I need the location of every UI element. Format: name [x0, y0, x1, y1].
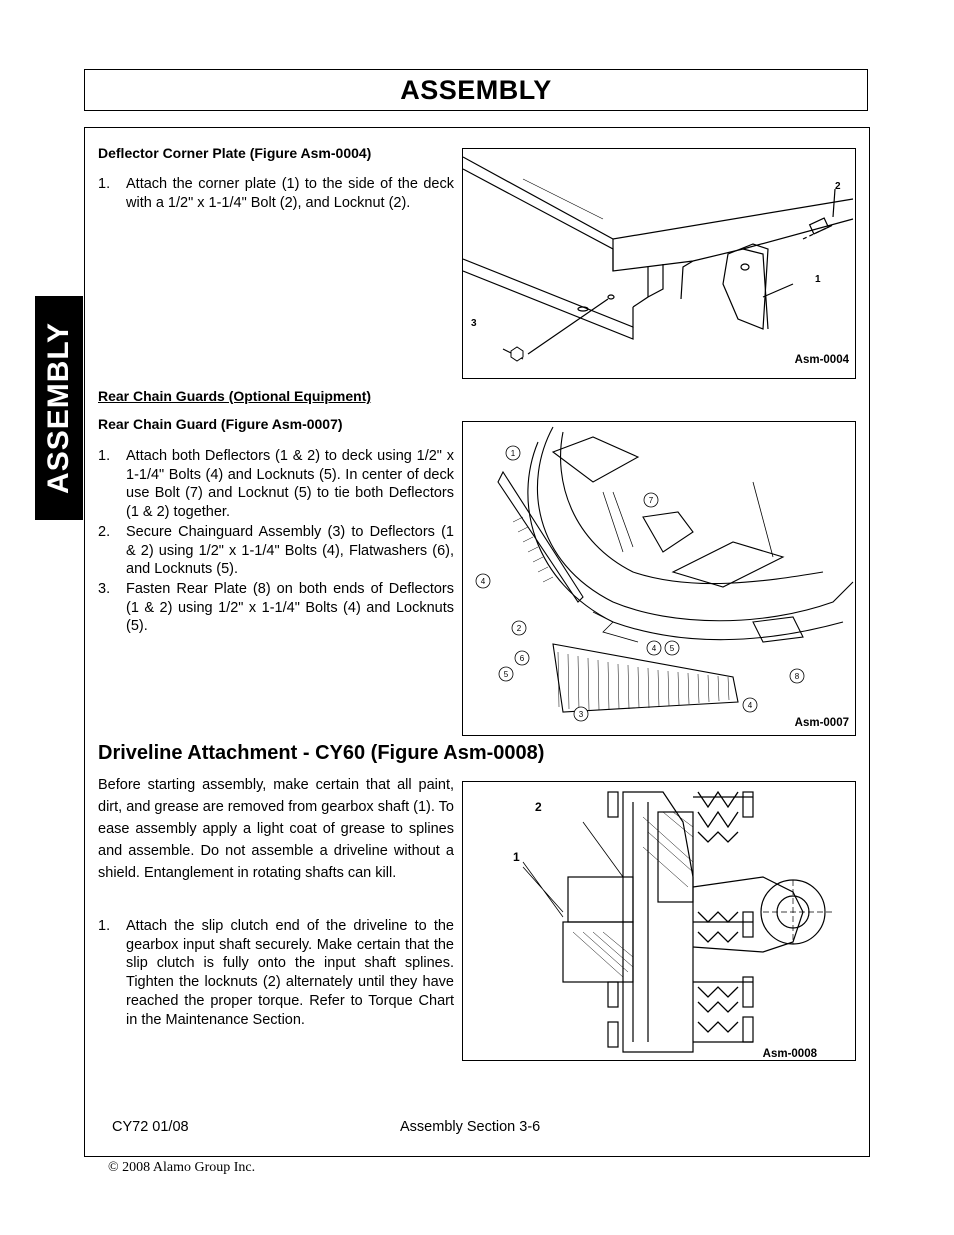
list-item: 1. Attach the corner plate (1) to the side of the deck with a 1/2" x 1-1/4" Bolt (2), and Locknut (2). — [98, 176, 454, 211]
deflector-steps — [98, 175, 454, 213]
driveline-intro: Before starting assembly, make certain that all paint, dirt, and grease are removed from gearbox shaft (1). To ease assembly apply a light coat of grease to splines and assemble. Do not assemble a driveline without a shield. Entanglement in rotating shafts can kill. — [98, 777, 454, 881]
list-item: 2. Secure Chainguard Assembly (3) to Deflectors (1 & 2) using 1/2" x 1-1/4" Bolts (4), Flatwashers (6), and Locknuts (5). — [98, 523, 454, 578]
callout: 3 — [471, 318, 477, 329]
copyright: © 2008 Alamo Group Inc. — [108, 1160, 256, 1175]
figure-asm-0008 — [462, 781, 856, 1061]
callout: 2 — [516, 624, 522, 633]
rear-chain-steps — [98, 447, 454, 637]
callout: 5 — [669, 644, 675, 653]
deflector-heading: Deflector Corner Plate (Figure Asm-0004) — [98, 145, 372, 161]
driveline-heading: Driveline Attachment - CY60 (Figure Asm-0008) — [98, 742, 545, 764]
footer-section: Assembly Section 3-6 — [400, 1119, 541, 1135]
page-header — [84, 69, 868, 111]
callout: 6 — [519, 654, 525, 663]
callout: 3 — [578, 710, 584, 719]
callout: 4 — [747, 701, 753, 710]
footer-doc-id: CY72 01/08 — [112, 1119, 189, 1135]
callout: 2 — [535, 800, 542, 814]
deflector-drawing — [463, 149, 856, 379]
callout: 7 — [648, 496, 654, 505]
figure-asm-0004 — [462, 148, 856, 379]
figure-asm-0007 — [462, 421, 856, 736]
slip-clutch-drawing — [463, 782, 856, 1061]
callout: 1 — [510, 449, 516, 458]
callout: 1 — [815, 274, 821, 285]
side-tab-label: ASSEMBLY — [42, 322, 75, 494]
side-tab — [35, 296, 83, 520]
figure-label: Asm-0004 — [794, 354, 849, 366]
figure-label: Asm-0008 — [762, 1048, 817, 1060]
chain-guard-drawing — [463, 422, 856, 736]
callout: 5 — [503, 670, 509, 679]
callout: 4 — [480, 577, 486, 586]
callout: 1 — [513, 850, 520, 864]
list-item: 1. Attach both Deflectors (1 & 2) to deck using 1/2" x 1-1/4" Bolts (4) and Locknuts (5). In center of deck use Bolt (7) and Locknut (5) to tie both Deflectors (1 & 2) together. — [98, 448, 454, 521]
driveline-steps — [98, 917, 454, 1030]
callout: 4 — [651, 644, 657, 653]
rear-chain-subheading: Rear Chain Guard (Figure Asm-0007) — [98, 416, 343, 432]
page-title: ASSEMBLY — [400, 74, 552, 105]
figure-label: Asm-0007 — [794, 717, 849, 729]
rear-chain-heading: Rear Chain Guards (Optional Equipment) — [98, 388, 372, 404]
list-item: 3. Fasten Rear Plate (8) on both ends of Deflectors (1 & 2) using 1/2" x 1-1/4" Bolts (4) and Locknuts (5). — [98, 580, 454, 635]
list-item: 1. Attach the slip clutch end of the driveline to the gearbox input shaft securely. Make certain that the slip clutch is fully onto the input shaft splines. Tighten the locknuts (2) alternately until they have reached the proper torque. Refer to Torque Chart in the Maintenance Section. — [98, 918, 454, 1028]
callout: 2 — [835, 181, 841, 192]
callout: 8 — [794, 672, 800, 681]
